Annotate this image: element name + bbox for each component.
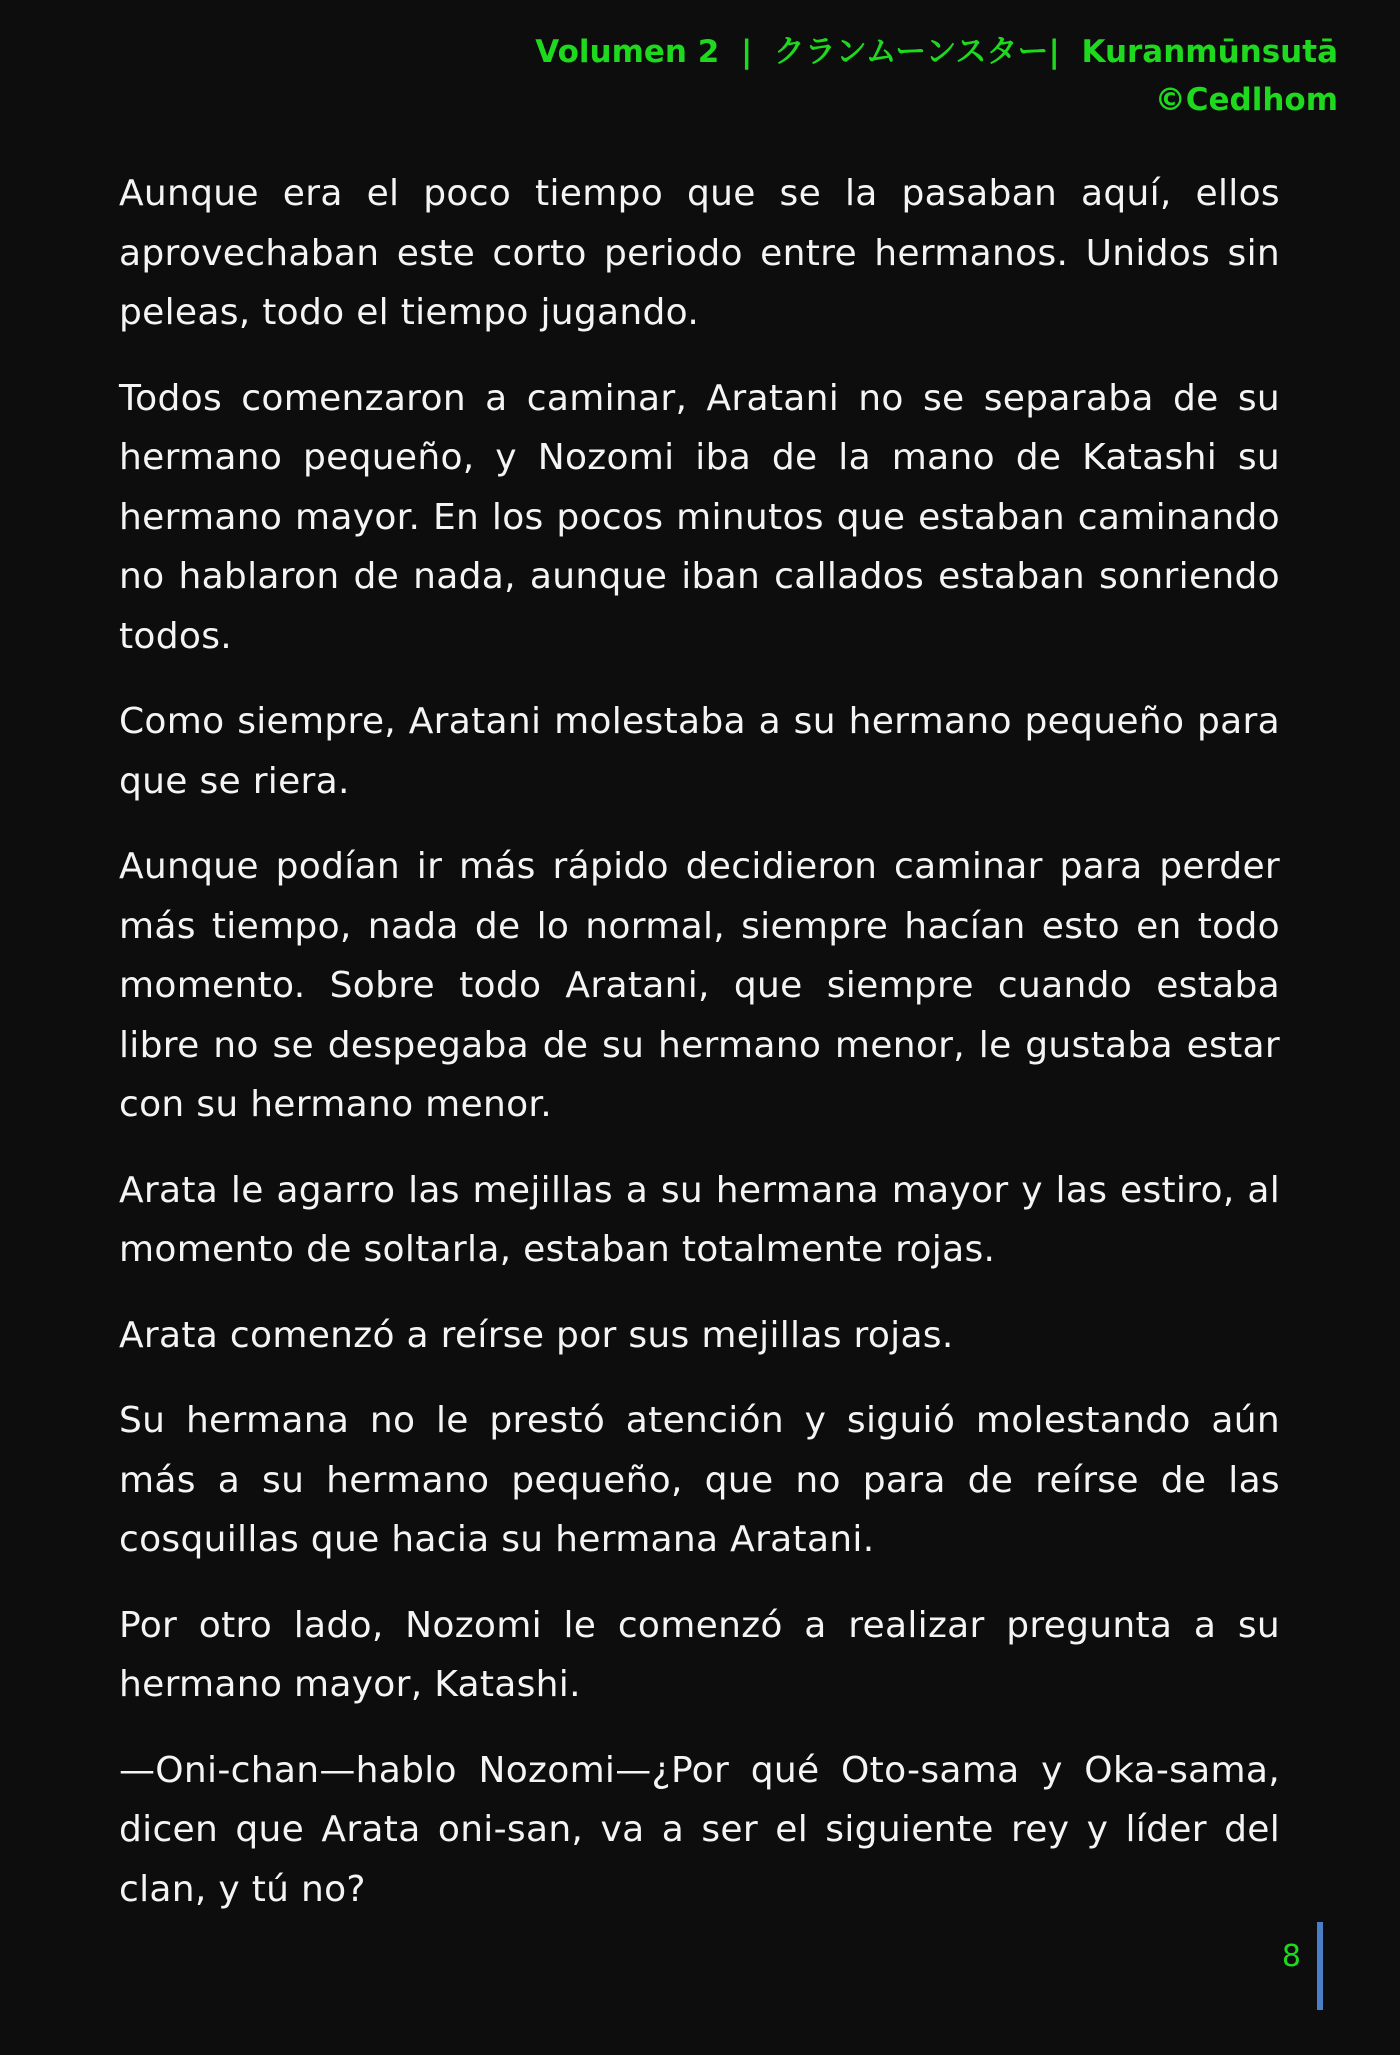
header-volume: Volumen 2 (535, 34, 720, 70)
page-number-rule (1317, 1922, 1323, 2010)
paragraph: —Oni-chan—hablo Nozomi—¿Por qué Oto-sama y Oka-sama, dicen que Arata oni-san, va a ser el siguiente rey y líder del clan, y tú no? (119, 1749, 1280, 1910)
header-copyright: ©Cedlhom (1154, 82, 1338, 118)
paragraph: Todos comenzaron a caminar, Aratani no se separaba de su hermano pequeño, y Nozomi iba de la mano de Katashi su hermano mayor. En los pocos minutos que estaban caminando no hablaron de nada, aunque iban callados estaban sonriendo todos. (119, 377, 1280, 657)
header-title-line (535, 28, 1338, 76)
paragraph: Aunque podían ir más rápido decidieron caminar para perder más tiempo, nada de lo normal, siempre hacían esto en todo momento. Sobre todo Aratani, que siempre cuando estaba libre no se despegaba de su hermano menor, le gustaba estar con su hermano menor. (119, 846, 1280, 1125)
paragraph: Como siempre, Aratani molestaba a su hermano pequeño para que se riera. (119, 701, 1280, 802)
header-title-romaji: Kuranmūnsutā (1081, 34, 1338, 70)
page-number: 8 (1281, 1939, 1301, 1974)
paragraph: Su hermana no le prestó atención y siguió molestando aún más a su hermano pequeño, que no para de reírse de las cosquillas que hacia su hermana Aratani. (119, 1400, 1280, 1560)
running-header (535, 28, 1338, 124)
paragraph: Arata le agarro las mejillas a su hermana mayor y las estiro, al momento de soltarla, estaban totalmente rojas. (119, 1169, 1280, 1270)
header-separator-1: | (740, 34, 753, 70)
page-footer (1282, 1922, 1323, 2010)
header-separator-2: | (1048, 34, 1060, 70)
paragraph: Aunque era el poco tiempo que se la pasaban aquí, ellos aprovechaban este corto periodo entre hermanos. Unidos sin peleas, todo el tiempo jugando. (119, 173, 1280, 333)
paragraph: Arata comenzó a reírse por sus mejillas rojas. (119, 1314, 954, 1356)
body-text (119, 164, 1280, 1945)
paragraph: Por otro lado, Nozomi le comenzó a realizar pregunta a su hermano mayor, Katashi. (119, 1604, 1280, 1705)
header-title-jp: クランムーンスター (773, 34, 1049, 70)
